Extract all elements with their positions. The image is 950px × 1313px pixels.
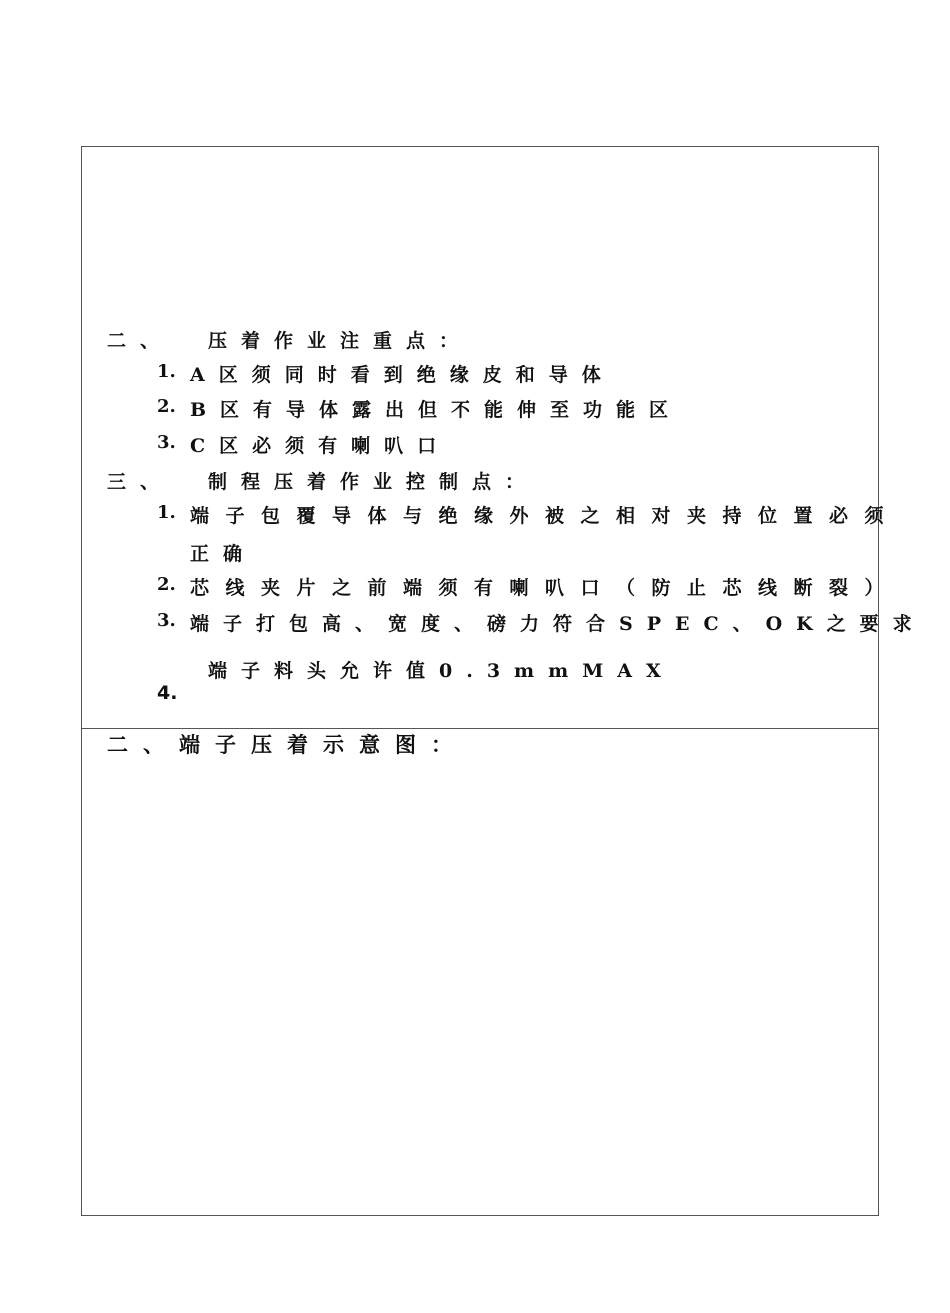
section-three-item-2-text: 芯线夹片之前端须有喇叭口（防止芯线断裂） — [190, 577, 901, 599]
section-three-item-3-number: 3. — [157, 610, 176, 631]
section-two-item-3-text: C区必须有喇叭口 — [190, 435, 451, 457]
section-three-title: 制程压着作业控制点： — [208, 471, 539, 493]
section-three-item-3-text: 端子打包高、宽度、磅力符合SPEC、OK之要求 — [190, 613, 926, 635]
section-three-item-1-text-line1: 端子包覆导体与绝缘外被之相对夹持位置必须 — [190, 505, 901, 527]
section-two-item-2-text: B区有导体露出但不能伸至功能区 — [190, 399, 683, 421]
section-three-item-2-number: 2. — [157, 574, 176, 595]
section-two-number: 二、 — [107, 330, 174, 352]
section-two-item-1-text: A区须同时看到绝缘皮和导体 — [190, 364, 615, 386]
diagram-section-title: 二、端子压着示意图： — [107, 732, 467, 757]
section-three-item-4-number: 4. — [157, 682, 178, 704]
section-three-item-3-subtext: 端子料头允许值0.3mmMAX — [208, 660, 675, 682]
section-three-item-1-number: 1. — [157, 502, 176, 523]
section-two-item-2-number: 2. — [157, 396, 176, 417]
section-two-title: 压着作业注重点： — [208, 330, 473, 352]
section-two-item-3-number: 3. — [157, 432, 176, 453]
section-three-number: 三、 — [107, 471, 174, 493]
section-two-item-1-number: 1. — [157, 361, 176, 382]
section-three-item-1-text-line2: 正确 — [190, 543, 257, 565]
